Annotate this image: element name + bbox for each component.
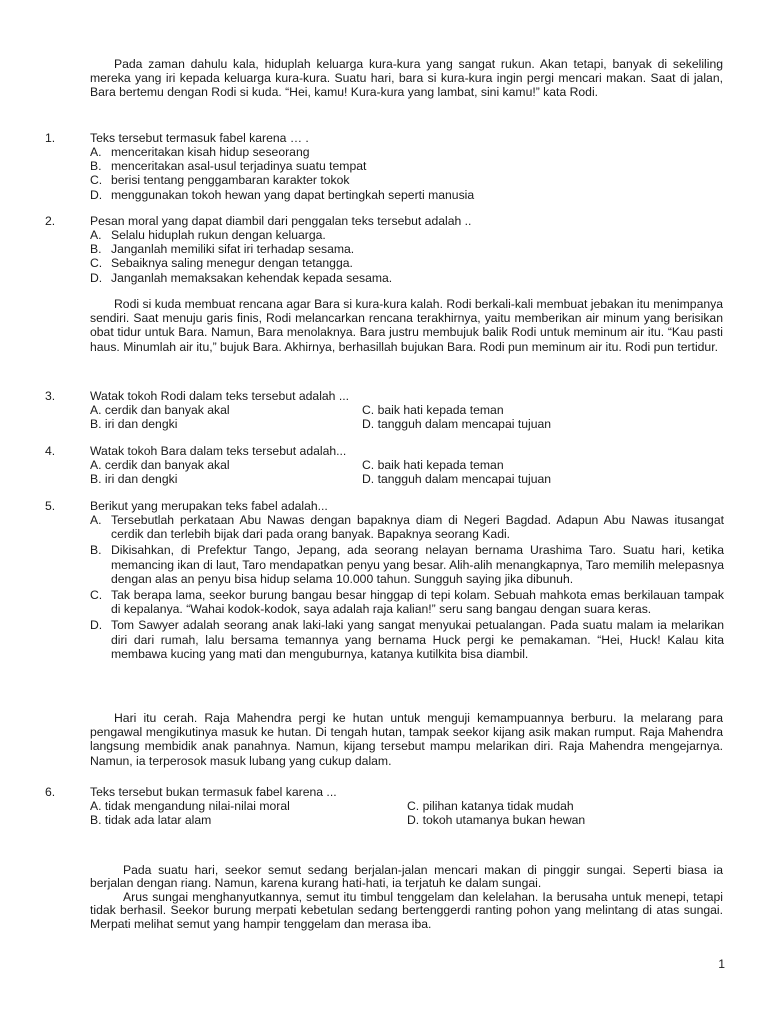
option-a: A. tidak mengandung nilai-nilai moral — [90, 799, 290, 813]
option-b: B. tidak ada latar alam — [90, 813, 212, 827]
paragraph: Pada suatu hari, seekor semut sedang berjalan-jalan mencari makan di pinggir sungai. Seperti biasa ia berjalan dengan riang. Namun, karena kurang hati-hati, ia terjatuh ke dalam sungai. — [90, 863, 723, 891]
option-d: D. tangguh dalam mencapai tujuan — [362, 472, 552, 486]
option-d: D. Janganlah memaksakan kehendak kepada sesama. — [90, 270, 393, 285]
question-number: 1. — [45, 131, 56, 145]
option-a: A. Selalu hiduplah rukun dengan keluarga. — [90, 228, 326, 242]
option-c: C. Sebaiknya saling menegur dengan tetangga. — [90, 256, 353, 271]
question-stem: Pesan moral yang dapat diambil dari penggalan teks tersebut adalah .. — [90, 214, 472, 228]
page-number: 1 — [718, 957, 725, 971]
question-number: 3. — [45, 389, 56, 403]
option-a: A. Tersebutlah perkataan Abu Nawas dengan bapaknya diam di Negeri Bagdad. Adapun Abu Nawas itusangat cerdik dan terlebih bijak dari pada orang banyak. Bapaknya seorang Kadi. — [90, 513, 724, 542]
option-d: D. tangguh dalam mencapai tujuan — [362, 417, 552, 431]
option-b: B. iri dan dengki — [90, 417, 178, 431]
option-d: D. Tom Sawyer adalah seorang anak laki-laki yang sangat menyukai petualangan. Pada suatu malam ia melarikan diri dari rumah, lalu bersama temannya yang bernama Huck pergi ke pemakaman. “Hei, Huck! Kalau kita membawa kucing yang mati dan menguburnya, katanya kutilkita bisa diambil. — [90, 618, 724, 661]
option-c: C. berisi tentang penggambaran karakter tokok — [90, 173, 350, 188]
option-d: D. tokoh utamanya bukan hewan — [407, 813, 586, 827]
passage-raja-mahendra: Hari itu cerah. Raja Mahendra pergi ke hutan untuk menguji kemampuannya berburu. Ia melarang para pengawal mengikutinya masuk ke hutan. Di tengah hutan, tampak seekor kijang asik makan rumput. Raja Mahendra langsung membidik anak panahnya. Namun, kijang tersebut mampu melarikan diri. Raja Mahendra mengejarnya. Namun, ia terperosok masuk lubang yang cukup dalam. — [90, 711, 723, 768]
option-a: A. cerdik dan banyak akal — [90, 403, 230, 417]
question-stem: Berikut yang merupakan teks fabel adalah... — [90, 499, 328, 513]
option-b: B. Janganlah memiliki sifat iri terhadap sesama. — [90, 242, 355, 257]
passage-semut-merpati — [90, 864, 723, 931]
option-a: A. cerdik dan banyak akal — [90, 458, 230, 472]
option-c: C. Tak berapa lama, seekor burung bangau besar hinggap di tepi kolam. Sebuah mahkota emas berkilauan tampak di kepalanya. “Wahai kodok-kodok, saya adalah raja kalian!” seru sang bangau dengan suara keras. — [90, 588, 724, 617]
question-number: 6. — [45, 785, 56, 799]
option-b: B. iri dan dengki — [90, 472, 178, 486]
option-b: B. Dikisahkan, di Prefektur Tango, Jepang, ada seorang nelayan bernama Urashima Taro. Suatu hari, ketika memancing ikan di laut, Taro mendapatkan penyu yang besar. Alih-alih menangkapnya, Taro memilih melepasnya dengan alas an penyu bisa hidup selama 10.000 tahun. Sungguh saying jika dibunuh. — [90, 543, 724, 586]
question-stem: Teks tersebut termasuk fabel karena … . — [90, 131, 309, 145]
question-stem: Watak tokoh Bara dalam teks tersebut adalah... — [90, 444, 347, 458]
option-a: A. menceritakan kisah hidup seseorang — [90, 145, 310, 159]
option-c: C. pilihan katanya tidak mudah — [407, 799, 574, 813]
passage-rodi-bara: Rodi si kuda membuat rencana agar Bara si kura-kura kalah. Rodi berkali-kali membuat jebakan itu menimpanya sendiri. Saat menuju garis finis, Rodi melancarkan rencana terakhirnya, yaitu memberikan air minum yang berisikan obat tidur untuk Bara. Namun, Bara menolaknya. Bara justru membujuk balik Rodi untuk meminum air itu. “Kau pasti haus. Minumlah air itu,” bujuk Bara. Akhirnya, berhasillah bujukan Bara. Rodi pun meminum air itu. Rodi pun tertidur. — [90, 297, 723, 354]
paragraph: Arus sungai menghanyutkannya, semut itu timbul tenggelam dan kelelahan. Ia berusaha untuk menepi, tetapi tidak berhasil. Seekor burung merpati kebetulan sedang bertenggerdi ranting pohon yang melintang di atas sungai. Merpati melihat semut yang hampir tenggelam dan merasa iba. — [90, 889, 723, 931]
question-number: 5. — [45, 499, 56, 513]
question-number: 4. — [45, 444, 56, 458]
passage-kura-kura: Pada zaman dahulu kala, hiduplah keluarga kura-kura yang sangat rukun. Akan tetapi, banyak di sekeliling mereka yang iri kepada keluarga kura-kura. Suatu hari, bara si kura-kura ingin pergi mencari makan. Saat di jalan, Bara bertemu dengan Rodi si kuda. “Hei, kamu! Kura-kura yang lambat, sini kamu!” kata Rodi. — [90, 57, 723, 100]
option-d: D. menggunakan tokoh hewan yang dapat bertingkah seperti manusia — [90, 187, 475, 202]
option-c: C. baik hati kepada teman — [362, 403, 504, 417]
option-c: C. baik hati kepada teman — [362, 458, 504, 472]
question-number: 2. — [45, 214, 56, 228]
question-stem: Watak tokoh Rodi dalam teks tersebut adalah ... — [90, 389, 350, 403]
option-b: B. menceritakan asal-usul terjadinya suatu tempat — [90, 159, 367, 174]
question-stem: Teks tersebut bukan termasuk fabel karena ... — [90, 785, 337, 799]
